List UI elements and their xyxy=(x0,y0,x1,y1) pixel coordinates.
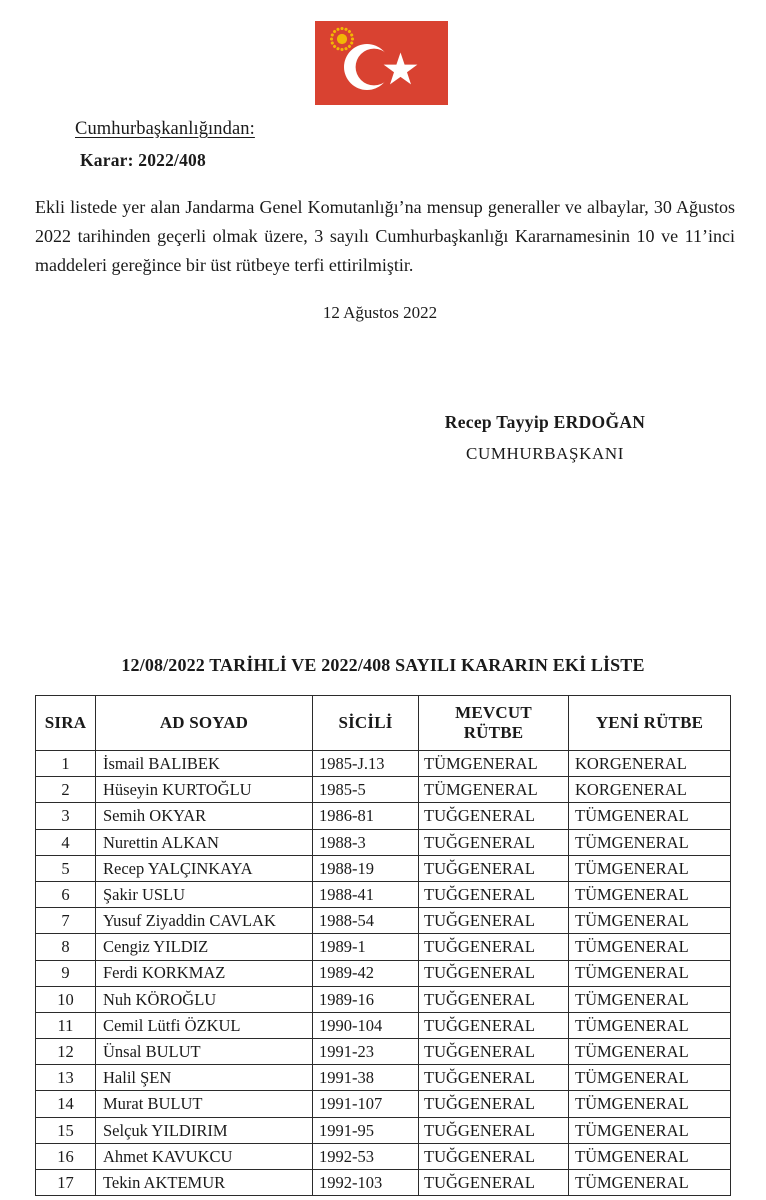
cell-sira: 9 xyxy=(36,960,96,986)
cell-ad-soyad: Ahmet KAVUKCU xyxy=(96,1143,313,1169)
cell-ad-soyad: Recep YALÇINKAYA xyxy=(96,855,313,881)
table-row xyxy=(36,1039,731,1065)
cell-sicili: 1989-42 xyxy=(313,960,419,986)
cell-mevcut-rutbe: TUĞGENERAL xyxy=(419,1012,569,1038)
cell-mevcut-rutbe: TUĞGENERAL xyxy=(419,1143,569,1169)
cell-sicili: 1992-53 xyxy=(313,1143,419,1169)
cell-sira: 14 xyxy=(36,1091,96,1117)
annex-table xyxy=(35,695,731,1196)
cell-yeni-rutbe: TÜMGENERAL xyxy=(569,986,731,1012)
column-header-sicili: SİCİLİ xyxy=(313,696,419,751)
cell-mevcut-rutbe: TÜMGENERAL xyxy=(419,751,569,777)
table-row xyxy=(36,934,731,960)
cell-sicili: 1988-19 xyxy=(313,855,419,881)
cell-sira: 12 xyxy=(36,1039,96,1065)
cell-sicili: 1986-81 xyxy=(313,803,419,829)
cell-mevcut-rutbe: TUĞGENERAL xyxy=(419,1117,569,1143)
cell-mevcut-rutbe: TUĞGENERAL xyxy=(419,881,569,907)
cell-sicili: 1988-41 xyxy=(313,881,419,907)
table-row xyxy=(36,829,731,855)
cell-ad-soyad: Semih OKYAR xyxy=(96,803,313,829)
table-row xyxy=(36,803,731,829)
cell-mevcut-rutbe: TÜMGENERAL xyxy=(419,777,569,803)
decision-paragraph: Ekli listede yer alan Jandarma Genel Komutanlığı’na mensup generaller ve albaylar, 30 Ağustos 2022 tarihinden geçerli olmak üzere, 3 sayılı Cumhurbaşkanlığı Kararnamesinin 10 ve 11’inci maddeleri gereğince bir üst rütbeye terfi ettirilmiştir. xyxy=(35,197,735,276)
table-row xyxy=(36,751,731,777)
decision-date: 12 Ağustos 2022 xyxy=(322,302,438,322)
cell-mevcut-rutbe: TUĞGENERAL xyxy=(419,855,569,881)
cell-ad-soyad: Tekin AKTEMUR xyxy=(96,1170,313,1196)
column-header-ad-soyad: AD SOYAD xyxy=(96,696,313,751)
cell-sicili: 1989-16 xyxy=(313,986,419,1012)
table-row xyxy=(36,986,731,1012)
cell-ad-soyad: İsmail BALIBEK xyxy=(96,751,313,777)
table-header xyxy=(36,696,731,751)
signature-block xyxy=(380,412,710,464)
table-row xyxy=(36,855,731,881)
cell-sicili: 1985-J.13 xyxy=(313,751,419,777)
cell-ad-soyad: Ünsal BULUT xyxy=(96,1039,313,1065)
cell-sicili: 1985-5 xyxy=(313,777,419,803)
cell-yeni-rutbe: TÜMGENERAL xyxy=(569,1170,731,1196)
table-row xyxy=(36,1143,731,1169)
cell-ad-soyad: Hüseyin KURTOĞLU xyxy=(96,777,313,803)
issuer-line: Cumhurbaşkanlığından: xyxy=(75,119,255,139)
cell-sira: 7 xyxy=(36,908,96,934)
table-row xyxy=(36,1117,731,1143)
cell-mevcut-rutbe: TUĞGENERAL xyxy=(419,986,569,1012)
table-row xyxy=(36,1065,731,1091)
cell-mevcut-rutbe: TUĞGENERAL xyxy=(419,1170,569,1196)
cell-yeni-rutbe: TÜMGENERAL xyxy=(569,829,731,855)
flag-svg xyxy=(315,21,448,105)
cell-ad-soyad: Şakir USLU xyxy=(96,881,313,907)
cell-sicili: 1988-54 xyxy=(313,908,419,934)
cell-yeni-rutbe: KORGENERAL xyxy=(569,751,731,777)
table-row xyxy=(36,960,731,986)
annex-heading: 12/08/2022 TARİHLİ VE 2022/408 SAYILI KARARIN EKİ LİSTE xyxy=(121,655,645,675)
cell-yeni-rutbe: TÜMGENERAL xyxy=(569,881,731,907)
table-body xyxy=(36,751,731,1196)
cell-sicili: 1992-103 xyxy=(313,1170,419,1196)
column-header-mevcut-rutbe xyxy=(419,696,569,751)
cell-sicili: 1988-3 xyxy=(313,829,419,855)
crescent-inner xyxy=(356,49,393,86)
cell-ad-soyad: Nuh KÖROĞLU xyxy=(96,986,313,1012)
cell-ad-soyad: Murat BULUT xyxy=(96,1091,313,1117)
cell-sicili: 1991-107 xyxy=(313,1091,419,1117)
cell-sira: 2 xyxy=(36,777,96,803)
cell-ad-soyad: Nurettin ALKAN xyxy=(96,829,313,855)
letter-body xyxy=(35,118,735,323)
cell-yeni-rutbe: TÜMGENERAL xyxy=(569,803,731,829)
cell-ad-soyad: Ferdi KORKMAZ xyxy=(96,960,313,986)
cell-mevcut-rutbe: TUĞGENERAL xyxy=(419,829,569,855)
mevcut-rutbe-line1: MEVCUT xyxy=(455,703,532,723)
cell-mevcut-rutbe: TUĞGENERAL xyxy=(419,1039,569,1065)
cell-yeni-rutbe: TÜMGENERAL xyxy=(569,1012,731,1038)
cell-sira: 5 xyxy=(36,855,96,881)
cell-mevcut-rutbe: TUĞGENERAL xyxy=(419,1091,569,1117)
cell-sicili: 1990-104 xyxy=(313,1012,419,1038)
cell-sicili: 1991-95 xyxy=(313,1117,419,1143)
cell-mevcut-rutbe: TUĞGENERAL xyxy=(419,803,569,829)
cell-sira: 16 xyxy=(36,1143,96,1169)
table-row xyxy=(36,777,731,803)
cell-ad-soyad: Selçuk YILDIRIM xyxy=(96,1117,313,1143)
cell-sicili: 1991-23 xyxy=(313,1039,419,1065)
signatory-title: CUMHURBAŞKANI xyxy=(466,444,624,463)
cell-mevcut-rutbe: TUĞGENERAL xyxy=(419,934,569,960)
sun-disc xyxy=(337,34,347,44)
cell-yeni-rutbe: TÜMGENERAL xyxy=(569,908,731,934)
cell-sira: 3 xyxy=(36,803,96,829)
cell-mevcut-rutbe: TUĞGENERAL xyxy=(419,908,569,934)
table-row xyxy=(36,908,731,934)
cell-sira: 11 xyxy=(36,1012,96,1038)
column-header-yeni-rutbe: YENİ RÜTBE xyxy=(569,696,731,751)
cell-sicili: 1989-1 xyxy=(313,934,419,960)
table-row xyxy=(36,1170,731,1196)
decision-number: Karar: 2022/408 xyxy=(80,150,206,171)
cell-yeni-rutbe: TÜMGENERAL xyxy=(569,934,731,960)
cell-yeni-rutbe: KORGENERAL xyxy=(569,777,731,803)
cell-yeni-rutbe: TÜMGENERAL xyxy=(569,1091,731,1117)
cell-sira: 15 xyxy=(36,1117,96,1143)
cell-yeni-rutbe: TÜMGENERAL xyxy=(569,1117,731,1143)
cell-sicili: 1991-38 xyxy=(313,1065,419,1091)
cell-sira: 6 xyxy=(36,881,96,907)
mevcut-rutbe-line2: RÜTBE xyxy=(463,723,524,742)
cell-ad-soyad: Halil ŞEN xyxy=(96,1065,313,1091)
column-header-sira: SIRA xyxy=(36,696,96,751)
signatory-name: Recep Tayyip ERDOĞAN xyxy=(444,412,646,432)
cell-sira: 17 xyxy=(36,1170,96,1196)
cell-sira: 8 xyxy=(36,934,96,960)
cell-sira: 13 xyxy=(36,1065,96,1091)
cell-mevcut-rutbe: TUĞGENERAL xyxy=(419,960,569,986)
cell-ad-soyad: Cemil Lütfi ÖZKUL xyxy=(96,1012,313,1038)
table-row xyxy=(36,1091,731,1117)
turkish-presidential-flag xyxy=(315,21,448,105)
cell-yeni-rutbe: TÜMGENERAL xyxy=(569,960,731,986)
cell-mevcut-rutbe: TUĞGENERAL xyxy=(419,1065,569,1091)
cell-sira: 1 xyxy=(36,751,96,777)
cell-yeni-rutbe: TÜMGENERAL xyxy=(569,1143,731,1169)
cell-ad-soyad: Yusuf Ziyaddin CAVLAK xyxy=(96,908,313,934)
cell-sira: 10 xyxy=(36,986,96,1012)
table-header-row xyxy=(36,696,731,751)
cell-yeni-rutbe: TÜMGENERAL xyxy=(569,1039,731,1065)
table-row xyxy=(36,881,731,907)
cell-ad-soyad: Cengiz YILDIZ xyxy=(96,934,313,960)
cell-yeni-rutbe: TÜMGENERAL xyxy=(569,855,731,881)
table-row xyxy=(36,1012,731,1038)
cell-yeni-rutbe: TÜMGENERAL xyxy=(569,1065,731,1091)
cell-sira: 4 xyxy=(36,829,96,855)
